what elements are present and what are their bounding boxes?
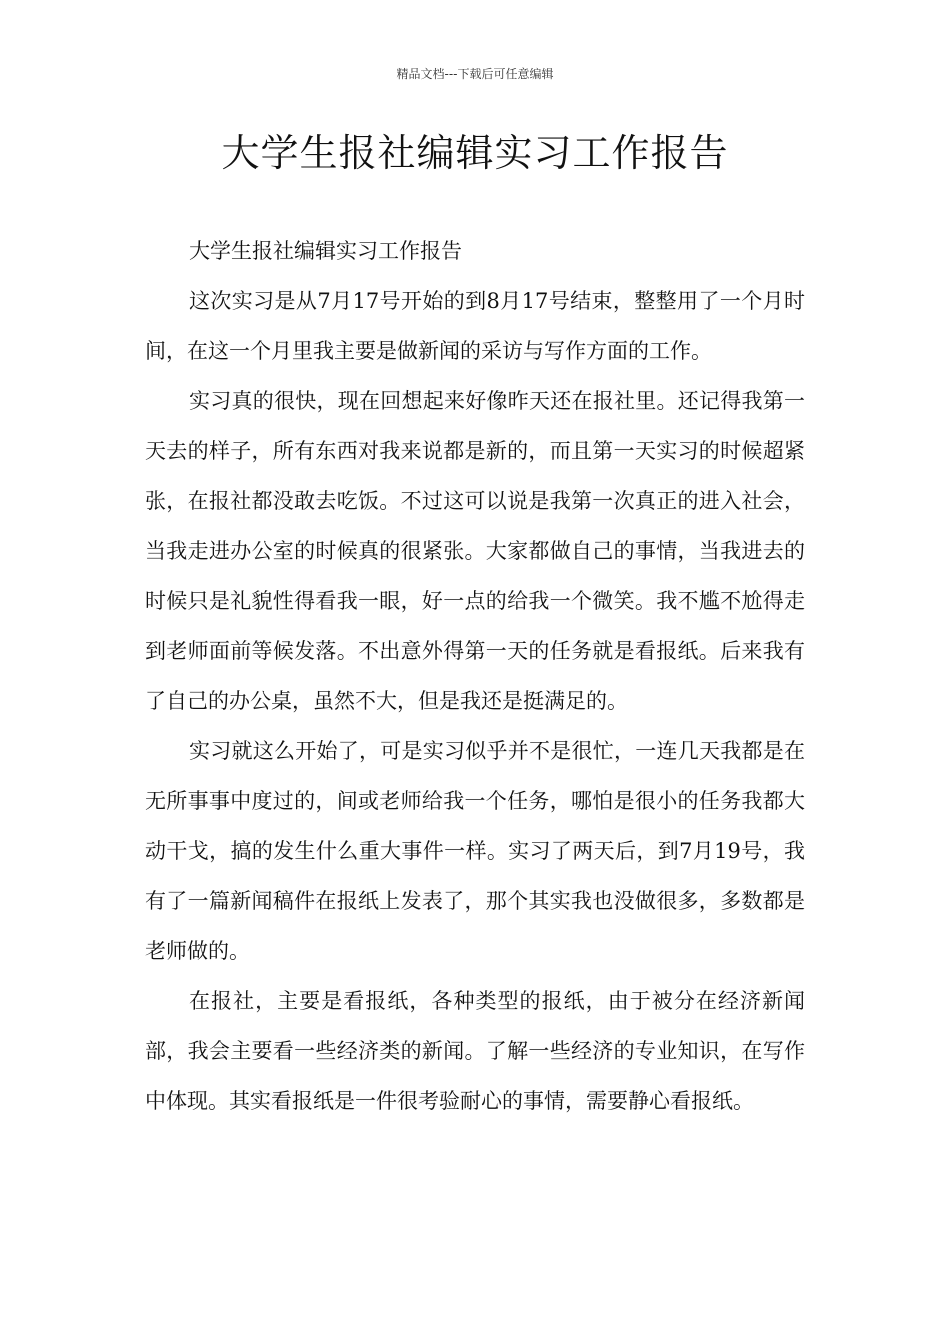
paragraph: 大学生报社编辑实习工作报告 xyxy=(189,239,462,263)
paragraph: 这次实习是从7月17号开始的到8月17号结束，整整用了一个月时间，在这一个月里我主要是做新闻的采访与写作方面的工作。 xyxy=(145,289,805,363)
document-body xyxy=(145,226,805,1126)
header-note: 精品文档---下载后可任意编辑 xyxy=(396,67,554,81)
paragraph: 实习就这么开始了，可是实习似乎并不是很忙，一连几天我都是在无所事事中度过的，间或老师给我一个任务，哪怕是很小的任务我都大动干戈，搞的发生什么重大事件一样。实习了两天后，到7月19号，我有了一篇新闻稿件在报纸上发表了，那个其实我也没做很多，多数都是老师做的。 xyxy=(145,739,805,963)
paragraph: 实习真的很快，现在回想起来好像昨天还在报社里。还记得我第一天去的样子，所有东西对我来说都是新的，而且第一天实习的时候超紧张，在报社都没敢去吃饭。不过这可以说是我第一次真正的进入社会，当我走进办公室的时候真的很紧张。大家都做自己的事情，当我进去的时候只是礼貌性得看我一眼，好一点的给我一个微笑。我不尴不尬得走到老师面前等候发落。不出意外得第一天的任务就是看报纸。后来我有了自己的办公桌，虽然不大，但是我还是挺满足的。 xyxy=(145,389,805,713)
paragraph: 在报社，主要是看报纸，各种类型的报纸，由于被分在经济新闻部，我会主要看一些经济类的新闻。了解一些经济的专业知识，在写作中体现。其实看报纸是一件很考验耐心的事情，需要静心看报纸。 xyxy=(145,989,805,1113)
document-title: 大学生报社编辑实习工作报告 xyxy=(221,131,729,175)
